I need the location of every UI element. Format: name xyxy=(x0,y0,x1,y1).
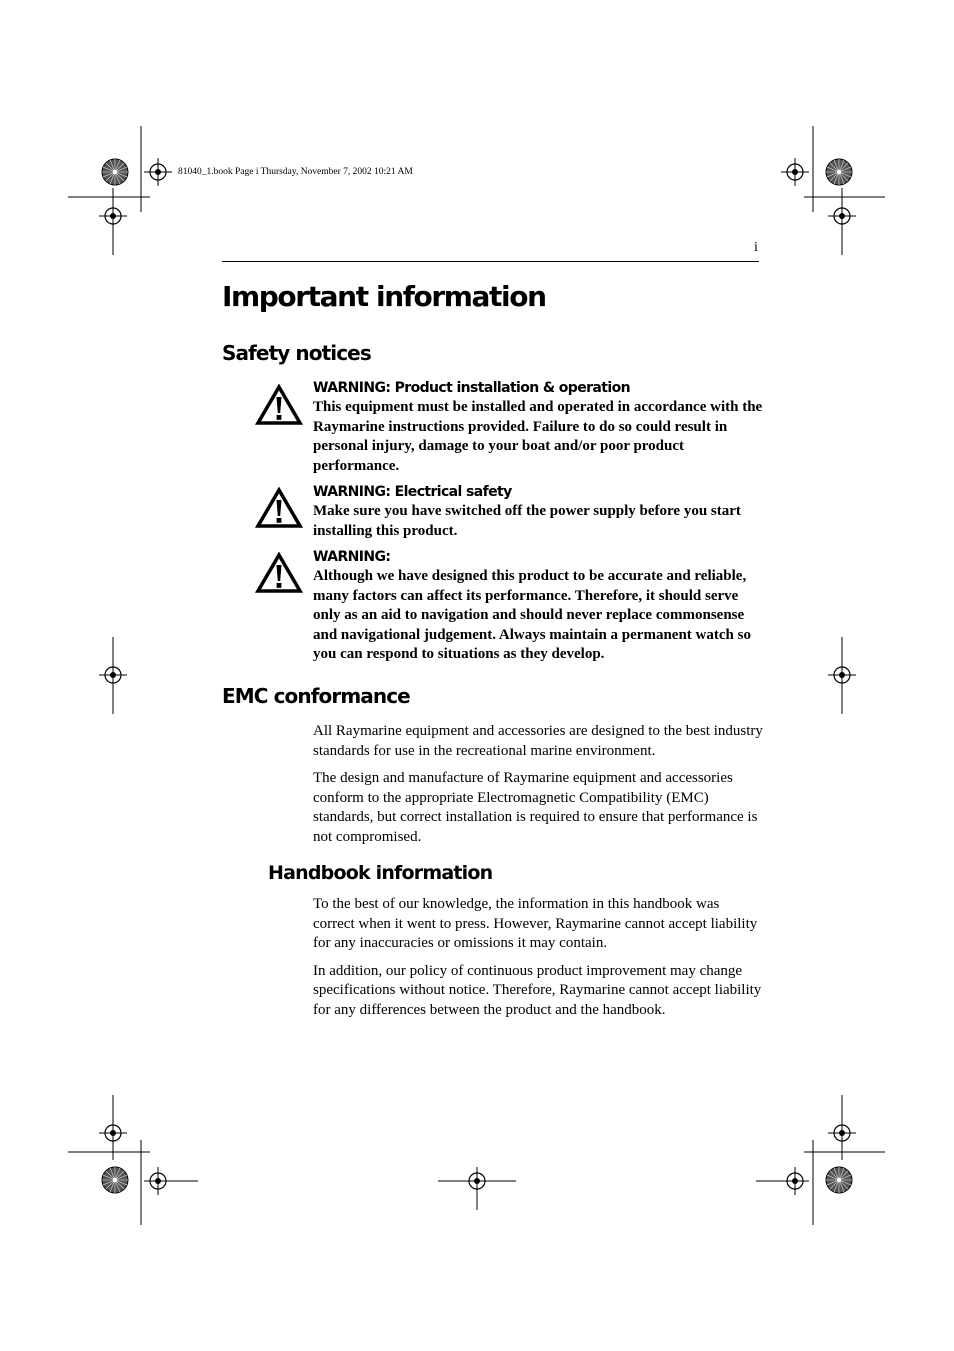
warning-title: WARNING: Electrical safety xyxy=(313,484,512,500)
emc-paragraph: The design and manufacture of Raymarine equipment and accessories conform to the appropriate Electromagnetic Compatibility (EMC) standards, but correct installation is required to ensure that performance is not compromised. xyxy=(313,770,758,845)
warning-installation xyxy=(313,379,763,476)
warning-triangle-icon xyxy=(255,552,303,594)
warning-triangle-icon xyxy=(255,384,303,426)
warning-title: WARNING: Product installation & operation xyxy=(313,380,630,396)
safety-heading: Safety notices xyxy=(222,341,371,365)
warning-text: This equipment must be installed and operated in accordance with the Raymarine instructions provided. Failure to do so could result in personal injury, damage to your boat and/or poor product performance. xyxy=(313,399,763,474)
print-slug: 81040_1.book Page i Thursday, November 7, 2002 10:21 AM xyxy=(178,167,413,177)
handbook-paragraph: To the best of our knowledge, the information in this handbook was correct when it went to press. However, Raymarine cannot accept liability for any inaccuracies or omissions it may contain. xyxy=(313,896,758,951)
warning-electrical xyxy=(313,483,763,541)
header-rule xyxy=(222,261,759,262)
handbook-paragraph: In addition, our policy of continuous product improvement may change specifications without notice. Therefore, Raymarine cannot accept liability for any differences between the product and the handbook. xyxy=(313,962,762,1018)
emc-body xyxy=(313,722,763,855)
warning-triangle-icon xyxy=(255,487,303,529)
warning-text: Although we have designed this product to be accurate and reliable, many factors can affect its performance. Therefore, it should serve only as an aid to navigation and should never replace commonsense and navigational judgement. Always maintain a permanent watch so you can respond to situations as they develop. xyxy=(313,568,751,662)
emc-heading: EMC conformance xyxy=(222,684,410,708)
warning-general xyxy=(313,548,763,665)
handbook-body xyxy=(313,895,763,1028)
page-title: Important information xyxy=(222,280,546,313)
warning-title: WARNING: xyxy=(313,549,391,565)
emc-paragraph: All Raymarine equipment and accessories are designed to the best industry standards for use in the recreational marine environment. xyxy=(313,723,763,759)
page-number: i xyxy=(754,240,758,255)
handbook-heading: Handbook information xyxy=(268,862,493,884)
warning-text: Make sure you have switched off the power supply before you start installing this product. xyxy=(313,503,741,539)
